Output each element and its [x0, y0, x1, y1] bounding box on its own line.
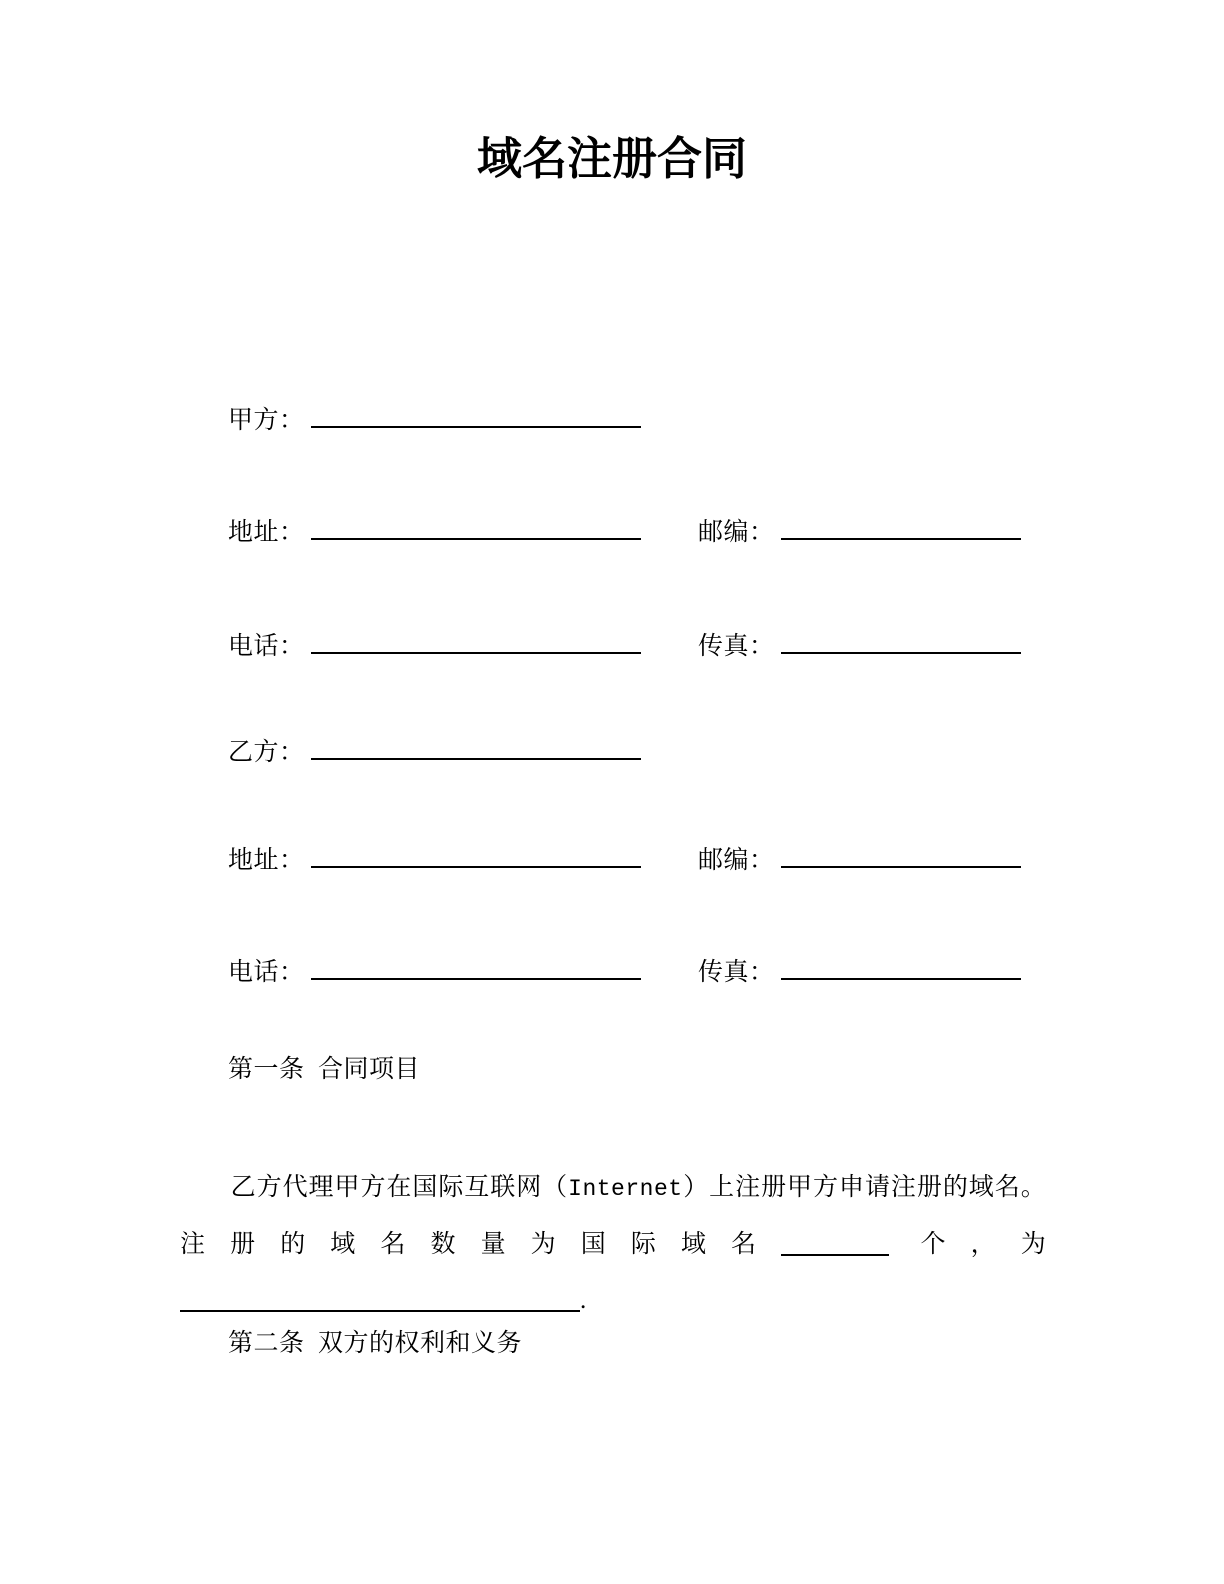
party-b-address-field — [228, 840, 700, 878]
domain-count-input[interactable] — [781, 1230, 889, 1256]
party-b-postcode-field — [698, 840, 1028, 878]
party-a-fax-input[interactable] — [781, 626, 1021, 654]
party-a-phone-row — [228, 626, 1028, 666]
party-b-address-label: 地址： — [228, 847, 305, 874]
party-b-postcode-input[interactable] — [781, 840, 1021, 868]
party-a-address-label: 地址： — [228, 519, 305, 546]
party-b-phone-field — [228, 952, 700, 990]
party-a-fax-label: 传真： — [698, 633, 775, 660]
party-b-phone-label: 电话： — [228, 959, 305, 986]
article-1-paragraph — [180, 1160, 1046, 1329]
internet-term: Internet — [568, 1176, 683, 1202]
party-b-fax-field — [698, 952, 1028, 990]
party-a-name-row — [228, 400, 1028, 440]
party-a-name-input[interactable] — [311, 400, 641, 428]
party-a-address-input[interactable] — [311, 512, 641, 540]
party-a-name-label: 甲方： — [228, 407, 305, 434]
paragraph-text-part1: 乙方代理甲方在国际互联网（ — [230, 1174, 569, 1201]
party-b-fax-input[interactable] — [781, 952, 1021, 980]
party-a-phone-label: 电话： — [228, 633, 305, 660]
party-a-address-row — [228, 512, 1028, 552]
page-title: 域名注册合同 — [476, 133, 747, 184]
party-a-fax-field — [698, 626, 1028, 664]
party-b-name-row — [228, 732, 1028, 772]
domain-name-input[interactable] — [180, 1286, 580, 1312]
party-a-postcode-label: 邮编： — [698, 519, 775, 546]
party-b-address-row — [228, 840, 1028, 880]
party-a-name-field — [228, 400, 700, 438]
party-b-name-input[interactable] — [311, 732, 641, 760]
party-b-fax-label: 传真： — [698, 959, 775, 986]
party-b-name-field — [228, 732, 700, 770]
party-a-postcode-input[interactable] — [781, 512, 1021, 540]
article-1-heading: 第一条 合同项目 — [228, 1056, 421, 1083]
paragraph-text-part4: . — [580, 1287, 587, 1314]
party-b-address-input[interactable] — [311, 840, 641, 868]
party-b-phone-input[interactable] — [311, 952, 641, 980]
party-a-phone-input[interactable] — [311, 626, 641, 654]
party-b-postcode-label: 邮编： — [698, 847, 775, 874]
party-a-phone-field — [228, 626, 700, 664]
paragraph-text-part2: ）上注册甲方申请注册的域名。注册的域名数量为国际域名 — [180, 1174, 1046, 1258]
party-a-address-field — [228, 512, 700, 550]
article-2-heading: 第二条 双方的权利和义务 — [228, 1330, 523, 1357]
paragraph-text-part3: 个，为 — [889, 1231, 1046, 1258]
party-a-postcode-field — [698, 512, 1028, 550]
party-b-name-label: 乙方： — [228, 739, 305, 766]
party-b-phone-row — [228, 952, 1028, 992]
